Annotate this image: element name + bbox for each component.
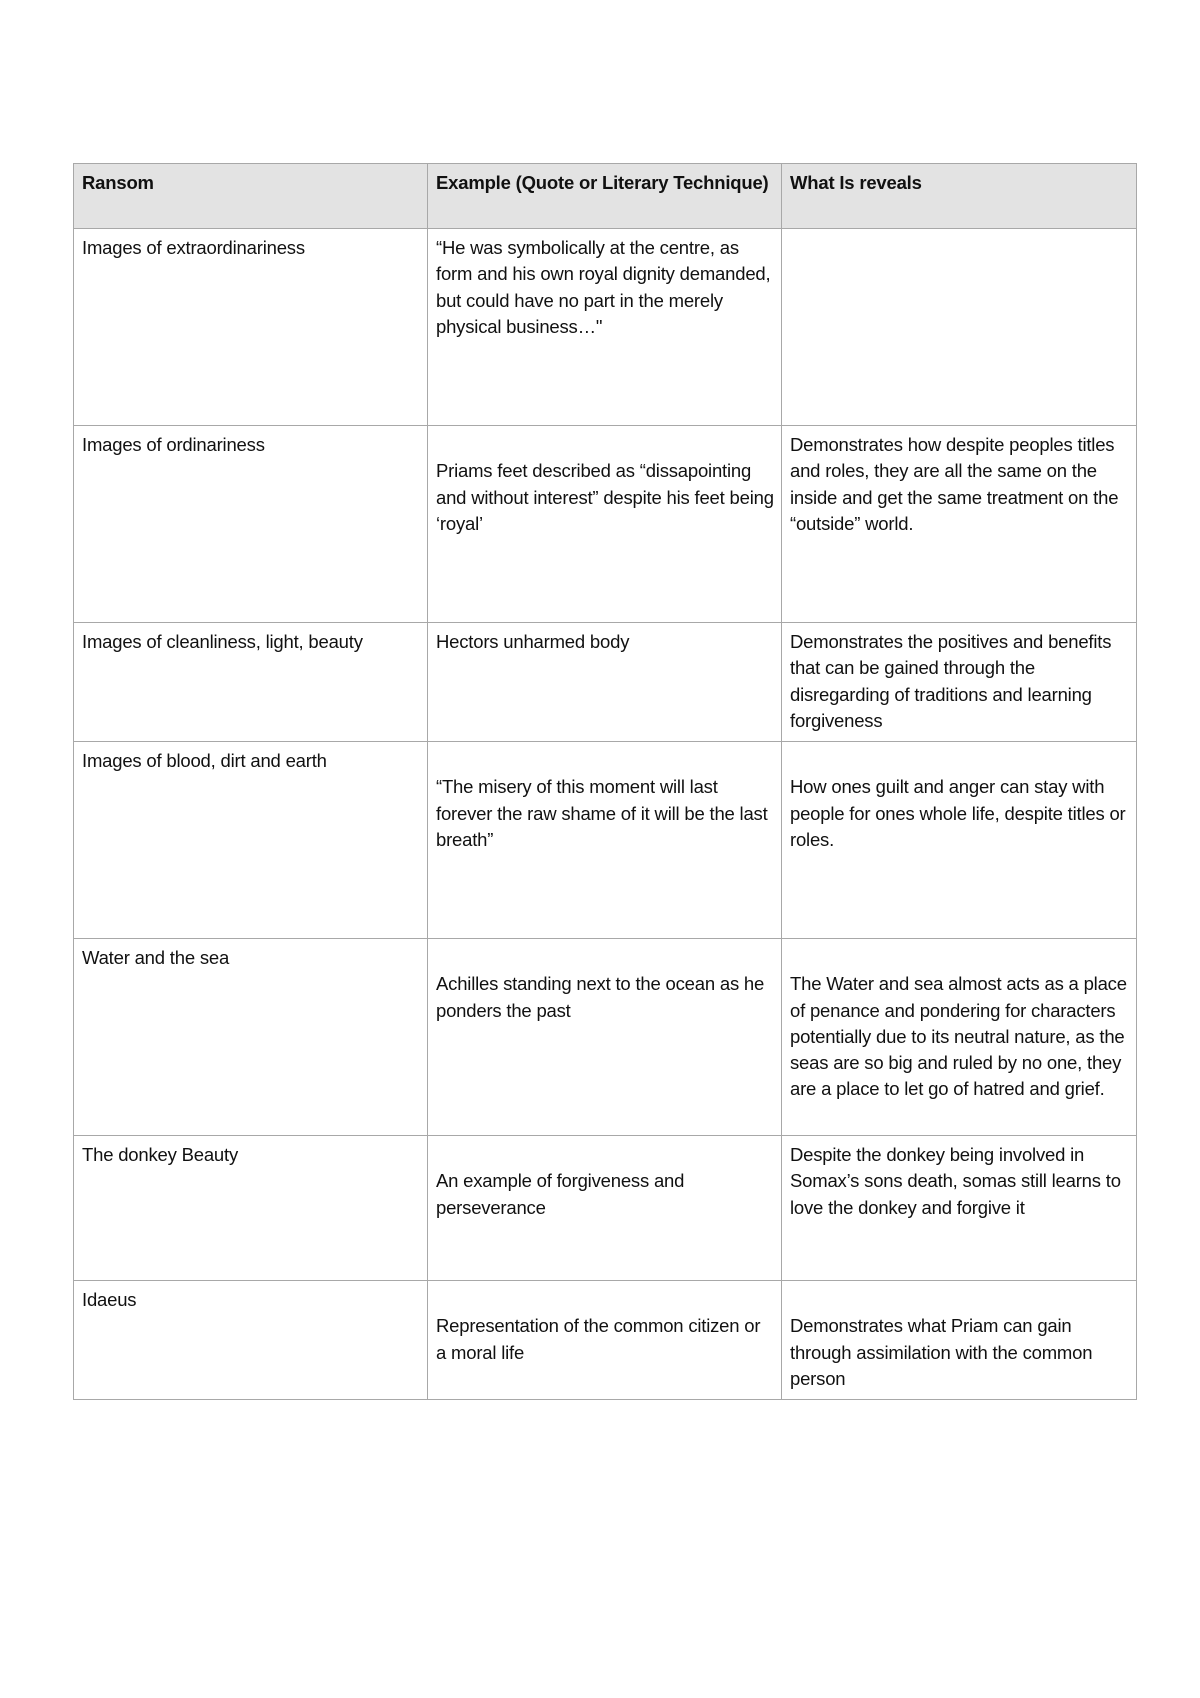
topic-cell bbox=[74, 742, 428, 939]
table-row bbox=[74, 229, 1137, 426]
header-example bbox=[428, 164, 782, 229]
reveals-text: How ones guilt and anger can stay with people for ones whole life, despite titles or roles. bbox=[790, 776, 1126, 850]
topic-text: The donkey Beauty bbox=[82, 1144, 239, 1165]
reveals-text: The Water and sea almost acts as a place of penance and pondering for characters potentially due to its neutral nature, as the seas are so big and ruled by no one, they are a place to let go of hatred and grief. bbox=[790, 973, 1127, 1100]
example-cell bbox=[428, 1136, 782, 1281]
topic-text: Images of extraordinariness bbox=[82, 237, 305, 258]
topic-cell bbox=[74, 939, 428, 1136]
topic-cell bbox=[74, 1281, 428, 1400]
example-text: Priams feet described as “dissapointing and without interest” despite his feet being ‘royal’ bbox=[436, 460, 774, 534]
table-header-row bbox=[74, 164, 1137, 229]
topic-text: Images of cleanliness, light, beauty bbox=[82, 631, 363, 652]
reveals-text: Despite the donkey being involved in Somax’s sons death, somas still learns to love the donkey and forgive it bbox=[790, 1144, 1121, 1218]
example-cell bbox=[428, 742, 782, 939]
example-text: An example of forgiveness and perseverance bbox=[436, 1170, 685, 1218]
topic-cell bbox=[74, 1136, 428, 1281]
topic-text: Images of blood, dirt and earth bbox=[82, 750, 327, 771]
reveals-cell bbox=[782, 229, 1137, 426]
topic-cell bbox=[74, 229, 428, 426]
reveals-cell bbox=[782, 426, 1137, 623]
example-text: “The misery of this moment will last forever the raw shame of it will be the last breath” bbox=[436, 776, 768, 850]
header-reveals-label: What Is reveals bbox=[790, 172, 922, 193]
table-row bbox=[74, 623, 1137, 742]
reveals-text: Demonstrates the positives and benefits that can be gained through the disregarding of traditions and learning forgiveness bbox=[790, 631, 1112, 731]
example-cell bbox=[428, 939, 782, 1136]
table-row bbox=[74, 939, 1137, 1136]
example-text: Representation of the common citizen or a moral life bbox=[436, 1315, 761, 1363]
topic-cell bbox=[74, 623, 428, 742]
example-cell bbox=[428, 426, 782, 623]
reveals-cell bbox=[782, 1281, 1137, 1400]
example-text: Hectors unharmed body bbox=[436, 631, 630, 652]
example-cell bbox=[428, 229, 782, 426]
header-example-label: Example (Quote or Literary Technique) bbox=[436, 172, 769, 193]
reveals-text: Demonstrates how despite peoples titles and roles, they are all the same on the inside and get the same treatment on the “outside” world. bbox=[790, 434, 1119, 534]
topic-cell bbox=[74, 426, 428, 623]
header-ransom bbox=[74, 164, 428, 229]
table-row bbox=[74, 742, 1137, 939]
example-cell bbox=[428, 1281, 782, 1400]
topic-text: Idaeus bbox=[82, 1289, 137, 1310]
header-ransom-label: Ransom bbox=[82, 172, 154, 193]
topic-text: Water and the sea bbox=[82, 947, 230, 968]
header-reveals bbox=[782, 164, 1137, 229]
reveals-text: Demonstrates what Priam can gain through assimilation with the common person bbox=[790, 1315, 1093, 1389]
ransom-analysis-table bbox=[73, 163, 1137, 1400]
table-row bbox=[74, 426, 1137, 623]
reveals-cell bbox=[782, 1136, 1137, 1281]
table-row bbox=[74, 1281, 1137, 1400]
reveals-cell bbox=[782, 623, 1137, 742]
topic-text: Images of ordinariness bbox=[82, 434, 265, 455]
example-text: “He was symbolically at the centre, as form and his own royal dignity demanded, but could have no part in the merely physical business…" bbox=[436, 237, 771, 337]
example-text: Achilles standing next to the ocean as he ponders the past bbox=[436, 973, 765, 1021]
reveals-cell bbox=[782, 939, 1137, 1136]
table-row bbox=[74, 1136, 1137, 1281]
reveals-cell bbox=[782, 742, 1137, 939]
example-cell bbox=[428, 623, 782, 742]
